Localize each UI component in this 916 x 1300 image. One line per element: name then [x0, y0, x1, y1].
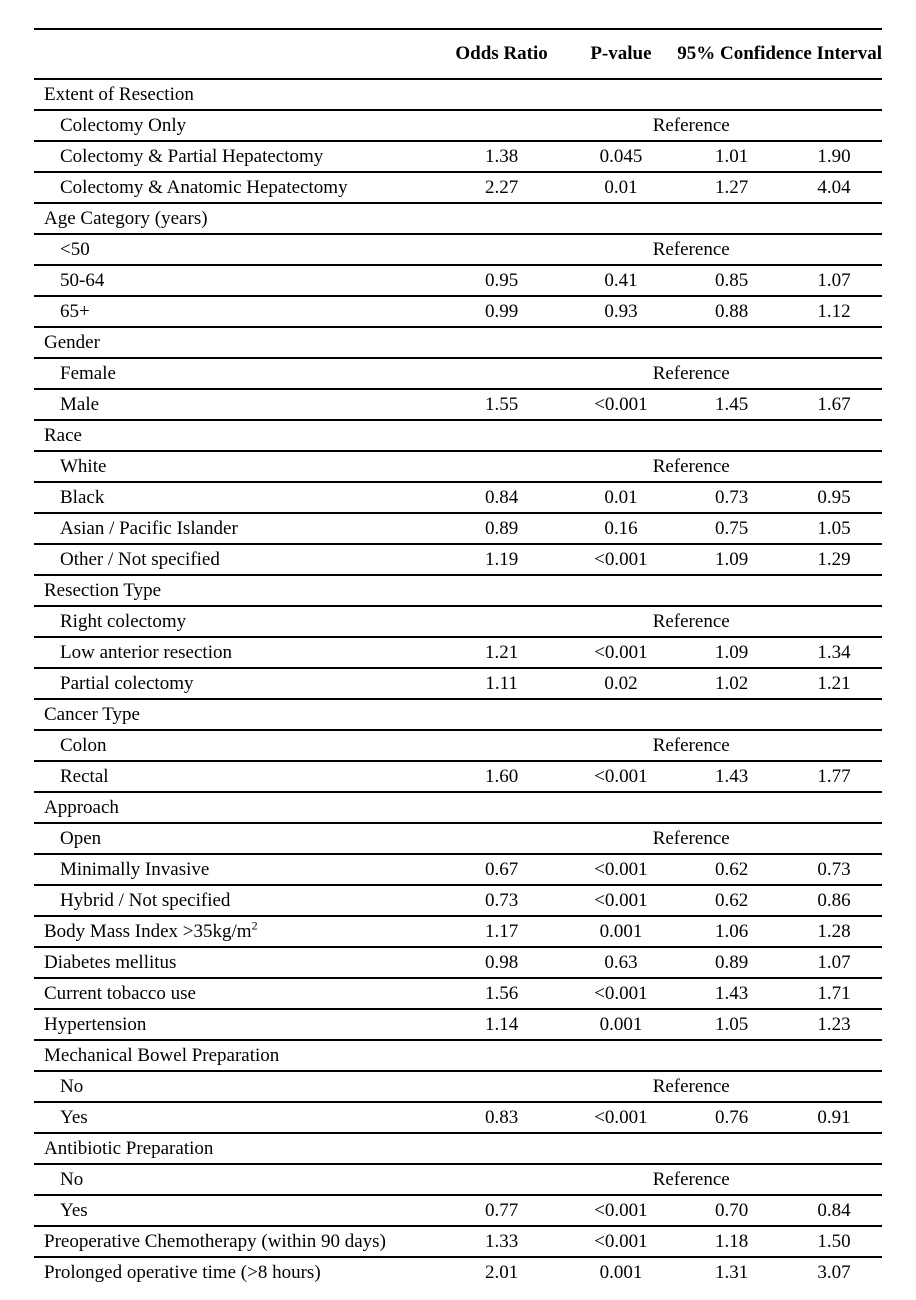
- empty-cell: [439, 79, 883, 110]
- group-header-row: [34, 575, 882, 606]
- table-row: [34, 513, 882, 544]
- empty-cell: [439, 1133, 883, 1164]
- odds-ratio-cell: 1.11: [439, 668, 565, 699]
- empty-cell: [439, 358, 565, 389]
- p-value-cell: <0.001: [565, 1226, 678, 1257]
- ci-lower-cell: 0.70: [677, 1195, 786, 1226]
- odds-ratio-cell: 1.19: [439, 544, 565, 575]
- ci-upper-cell: 1.67: [786, 389, 882, 420]
- row-label-text: White: [60, 455, 107, 477]
- ci-lower-cell: 1.06: [677, 916, 786, 947]
- row-label: [34, 1102, 439, 1133]
- odds-ratio-cell: 1.21: [439, 637, 565, 668]
- row-label-text: Current tobacco use: [44, 982, 196, 1004]
- empty-cell: [439, 606, 565, 637]
- row-label: [34, 978, 439, 1009]
- row-label: [34, 823, 439, 854]
- ci-lower-cell: 1.31: [715, 1261, 749, 1283]
- empty-cell: [439, 234, 565, 265]
- ci-upper-cell: 1.07: [786, 265, 882, 296]
- row-label-text: Partial colectomy: [60, 672, 194, 694]
- table-row: [34, 916, 882, 947]
- row-label: [34, 668, 439, 699]
- p-value-cell: <0.001: [565, 637, 678, 668]
- group-header-row: [34, 203, 882, 234]
- row-label: [34, 1164, 439, 1195]
- group-header-row: [34, 1133, 882, 1164]
- row-label-text: No: [60, 1168, 84, 1190]
- odds-ratio-table: [34, 28, 882, 1287]
- row-label: [34, 1195, 439, 1226]
- group-header-row: [34, 420, 882, 451]
- row-label-text: Approach: [44, 796, 119, 818]
- row-label-text: Male: [60, 393, 100, 415]
- row-label-text: Prolonged operative time (>8 hours): [44, 1261, 321, 1283]
- row-label-text: Black: [60, 486, 105, 508]
- ci-upper-cell: 1.23: [786, 1009, 882, 1040]
- odds-ratio-cell: 1.60: [439, 761, 565, 792]
- table-row: [34, 1226, 882, 1257]
- ci-lower-cell: 1.27: [677, 172, 786, 203]
- reference-row: [34, 110, 882, 141]
- row-label: [34, 885, 439, 916]
- row-label: [34, 854, 439, 885]
- row-label-text: Open: [60, 827, 102, 849]
- ci-lower-cell: 1.02: [677, 668, 786, 699]
- row-label-text: No: [60, 1075, 84, 1097]
- row-label-text: Resection Type: [44, 579, 162, 601]
- ci-lower-cell: 1.43: [677, 761, 786, 792]
- ci-lower-cell: 0.62: [677, 885, 786, 916]
- reference-label: Reference: [565, 451, 786, 482]
- row-label-text: Preoperative Chemotherapy (within 90 days): [44, 1230, 386, 1252]
- row-label: [34, 234, 439, 265]
- empty-cell: [786, 823, 882, 854]
- group-header-row: [34, 79, 882, 110]
- row-label: [34, 575, 439, 606]
- row-label: [34, 1257, 439, 1287]
- odds-ratio-cell: 0.84: [439, 482, 565, 513]
- p-value-cell: 0.045: [565, 141, 678, 172]
- group-header-row: [34, 699, 882, 730]
- header-row: [34, 29, 882, 79]
- reference-label: Reference: [565, 823, 786, 854]
- reference-row: [34, 1071, 882, 1102]
- group-header-row: [34, 1040, 882, 1071]
- row-label-text: Gender: [44, 331, 100, 353]
- header-p-value: P-value: [565, 29, 678, 79]
- row-label: [34, 730, 439, 761]
- row-label: [34, 792, 439, 823]
- ci-lower-cell: 0.89: [677, 947, 786, 978]
- empty-cell: [439, 1071, 565, 1102]
- row-label-text: Other / Not specified: [60, 548, 220, 570]
- row-label: [34, 296, 439, 327]
- empty-cell: [439, 575, 883, 606]
- table-row: [34, 1257, 882, 1287]
- table-body: [34, 79, 882, 1287]
- table-row: [34, 1195, 882, 1226]
- row-label-text: <50: [60, 238, 90, 260]
- row-label: [34, 637, 439, 668]
- ci-upper-cell: 0.73: [786, 854, 882, 885]
- ci-lower-cell: 1.05: [677, 1009, 786, 1040]
- row-label-text: Mechanical Bowel Preparation: [44, 1044, 280, 1066]
- row-label: [34, 389, 439, 420]
- row-label-text: 50-64: [60, 269, 105, 291]
- row-label: [34, 451, 439, 482]
- row-label-text: Female: [60, 362, 116, 384]
- ci-upper-cell: 1.07: [786, 947, 882, 978]
- row-label-text: Colectomy & Partial Hepatectomy: [60, 145, 324, 167]
- p-value-cell: <0.001: [565, 885, 678, 916]
- odds-ratio-cell: 1.55: [439, 389, 565, 420]
- p-value-cell: 0.001: [565, 916, 678, 947]
- empty-cell: [439, 327, 883, 358]
- row-label-text: Body Mass Index >35kg/m: [44, 920, 252, 942]
- ci-upper-cell: 0.95: [786, 482, 882, 513]
- table-row: [34, 885, 882, 916]
- row-label-text: Race: [44, 424, 82, 446]
- empty-cell: [439, 420, 883, 451]
- table-row: [34, 265, 882, 296]
- table-row: [34, 296, 882, 327]
- row-label: [34, 761, 439, 792]
- ci-lower-cell: 0.76: [677, 1102, 786, 1133]
- row-label: [34, 1133, 439, 1164]
- ci-lower-cell: 0.62: [677, 854, 786, 885]
- table-row: [34, 761, 882, 792]
- row-label: [34, 203, 439, 234]
- header-confidence-interval: 95% Confidence Interval: [677, 29, 882, 79]
- empty-cell: [439, 823, 565, 854]
- ci-lower-cell: 1.43: [677, 978, 786, 1009]
- row-label: [34, 110, 439, 141]
- table-row: [34, 854, 882, 885]
- ci-upper-cell: 0.91: [786, 1102, 882, 1133]
- table-row: [34, 172, 882, 203]
- odds-ratio-cell: 0.73: [439, 885, 565, 916]
- row-label-text: Yes: [60, 1199, 88, 1221]
- table-row: [34, 1102, 882, 1133]
- odds-ratio-cell: 0.99: [439, 296, 565, 327]
- empty-cell: [439, 1040, 883, 1071]
- row-label: [34, 1009, 439, 1040]
- row-label-text: Rectal: [60, 765, 109, 787]
- group-header-row: [34, 792, 882, 823]
- header-odds-ratio: Odds Ratio: [439, 29, 565, 79]
- p-value-cell: 0.01: [565, 172, 678, 203]
- empty-cell: [786, 451, 882, 482]
- reference-label: Reference: [565, 358, 786, 389]
- ci-lower-cell: 0.73: [677, 482, 786, 513]
- ci-upper-cell: 1.71: [786, 978, 882, 1009]
- empty-cell: [786, 1071, 882, 1102]
- table-row: [34, 389, 882, 420]
- ci-lower-cell: 0.88: [677, 296, 786, 327]
- ci-upper-cell: 1.50: [786, 1226, 882, 1257]
- row-label: [34, 172, 439, 203]
- row-label-text: Hybrid / Not specified: [60, 889, 231, 911]
- row-label: [34, 699, 439, 730]
- reference-row: [34, 730, 882, 761]
- table-row: [34, 141, 882, 172]
- p-value-cell: 0.001: [565, 1009, 678, 1040]
- ci-upper-cell: 1.12: [786, 296, 882, 327]
- p-value-cell: <0.001: [565, 854, 678, 885]
- empty-cell: [439, 203, 883, 234]
- ci-upper-cell: 1.90: [786, 141, 882, 172]
- p-value-cell: 0.001: [599, 1261, 643, 1283]
- row-label: [34, 420, 439, 451]
- odds-ratio-cell: 0.83: [439, 1102, 565, 1133]
- empty-cell: [439, 110, 565, 141]
- empty-cell: [439, 1164, 565, 1195]
- row-label-text: Antibiotic Preparation: [44, 1137, 214, 1159]
- table-row: [34, 544, 882, 575]
- row-label: [34, 544, 439, 575]
- empty-cell: [439, 792, 883, 823]
- row-label-text: Age Category (years): [44, 207, 208, 229]
- odds-ratio-cell: 1.33: [439, 1226, 565, 1257]
- row-label-text: Yes: [60, 1106, 88, 1128]
- row-label-text: 65+: [60, 300, 90, 322]
- ci-upper-cell: 1.28: [786, 916, 882, 947]
- ci-lower-cell: 1.09: [677, 637, 786, 668]
- p-value-cell: 0.63: [565, 947, 678, 978]
- p-value-cell: <0.001: [565, 978, 678, 1009]
- ci-lower-cell: 1.45: [677, 389, 786, 420]
- ci-upper-cell: 1.34: [786, 637, 882, 668]
- reference-row: [34, 1164, 882, 1195]
- empty-cell: [786, 730, 882, 761]
- p-value-cell: <0.001: [565, 389, 678, 420]
- ci-upper-cell: 1.21: [786, 668, 882, 699]
- odds-ratio-cell: 2.01: [484, 1261, 519, 1283]
- ci-lower-cell: 0.85: [677, 265, 786, 296]
- odds-ratio-cell: 0.67: [439, 854, 565, 885]
- row-label: [34, 947, 439, 978]
- table-row: [34, 978, 882, 1009]
- odds-ratio-cell: 0.89: [439, 513, 565, 544]
- row-label-text: Colon: [60, 734, 107, 756]
- odds-ratio-cell: 1.14: [439, 1009, 565, 1040]
- row-label: [34, 1040, 439, 1071]
- ci-upper-cell: 3.07: [817, 1261, 851, 1283]
- ci-lower-cell: 1.09: [677, 544, 786, 575]
- reference-label: Reference: [565, 1071, 786, 1102]
- ci-upper-cell: 0.84: [786, 1195, 882, 1226]
- ci-lower-cell: 0.75: [677, 513, 786, 544]
- row-label: [34, 1226, 439, 1257]
- reference-row: [34, 451, 882, 482]
- empty-cell: [786, 606, 882, 637]
- row-label: [34, 916, 439, 947]
- row-label-text: Extent of Resection: [44, 83, 194, 105]
- p-value-cell: 0.16: [565, 513, 678, 544]
- odds-ratio-cell: 1.56: [439, 978, 565, 1009]
- row-label: [34, 141, 439, 172]
- row-label-text: Cancer Type: [44, 703, 140, 725]
- row-label-text: Right colectomy: [60, 610, 187, 632]
- row-label: [34, 513, 439, 544]
- row-label: [34, 79, 439, 110]
- row-label-text: Colectomy & Anatomic Hepatectomy: [60, 176, 348, 198]
- empty-cell: [439, 699, 883, 730]
- p-value-cell: <0.001: [565, 1195, 678, 1226]
- group-header-row: [34, 327, 882, 358]
- table-row: [34, 482, 882, 513]
- row-label-text: Hypertension: [44, 1013, 147, 1035]
- p-value-cell: 0.01: [565, 482, 678, 513]
- odds-ratio-cell: 0.98: [439, 947, 565, 978]
- reference-row: [34, 358, 882, 389]
- ci-lower-cell: 1.18: [677, 1226, 786, 1257]
- odds-ratio-cell: 0.77: [439, 1195, 565, 1226]
- empty-cell: [439, 451, 565, 482]
- odds-ratio-cell: 1.38: [439, 141, 565, 172]
- header-variable: [34, 29, 439, 79]
- empty-cell: [786, 234, 882, 265]
- p-value-cell: <0.001: [565, 761, 678, 792]
- superscript: 2: [251, 918, 258, 933]
- table-row: [34, 668, 882, 699]
- odds-ratio-cell: 2.27: [439, 172, 565, 203]
- reference-row: [34, 606, 882, 637]
- table-row: [34, 1009, 882, 1040]
- empty-cell: [786, 110, 882, 141]
- row-label-text: Colectomy Only: [60, 114, 187, 136]
- row-label-text: Low anterior resection: [60, 641, 232, 663]
- table-row: [34, 637, 882, 668]
- empty-cell: [786, 1164, 882, 1195]
- reference-label: Reference: [565, 110, 786, 141]
- row-label: [34, 1071, 439, 1102]
- reference-label: Reference: [565, 606, 786, 637]
- ci-lower-cell: 1.01: [677, 141, 786, 172]
- row-label-text: Asian / Pacific Islander: [60, 517, 238, 539]
- ci-upper-cell: 1.05: [786, 513, 882, 544]
- p-value-cell: 0.41: [565, 265, 678, 296]
- p-value-cell: <0.001: [565, 1102, 678, 1133]
- reference-row: [34, 823, 882, 854]
- ci-upper-cell: 4.04: [786, 172, 882, 203]
- reference-row: [34, 234, 882, 265]
- reference-label: Reference: [565, 730, 786, 761]
- reference-label: Reference: [565, 234, 786, 265]
- empty-cell: [439, 730, 565, 761]
- row-label: [34, 606, 439, 637]
- p-value-cell: 0.02: [565, 668, 678, 699]
- p-value-cell: <0.001: [565, 544, 678, 575]
- p-value-cell: 0.93: [565, 296, 678, 327]
- row-label-text: Diabetes mellitus: [44, 951, 177, 973]
- row-label: [34, 358, 439, 389]
- row-label: [34, 482, 439, 513]
- table-row: [34, 947, 882, 978]
- ci-upper-cell: 0.86: [786, 885, 882, 916]
- empty-cell: [786, 358, 882, 389]
- odds-ratio-cell: 0.95: [439, 265, 565, 296]
- row-label-text: Minimally Invasive: [60, 858, 210, 880]
- row-label: [34, 265, 439, 296]
- row-label: [34, 327, 439, 358]
- ci-upper-cell: 1.29: [786, 544, 882, 575]
- ci-upper-cell: 1.77: [786, 761, 882, 792]
- reference-label: Reference: [565, 1164, 786, 1195]
- odds-ratio-cell: 1.17: [439, 916, 565, 947]
